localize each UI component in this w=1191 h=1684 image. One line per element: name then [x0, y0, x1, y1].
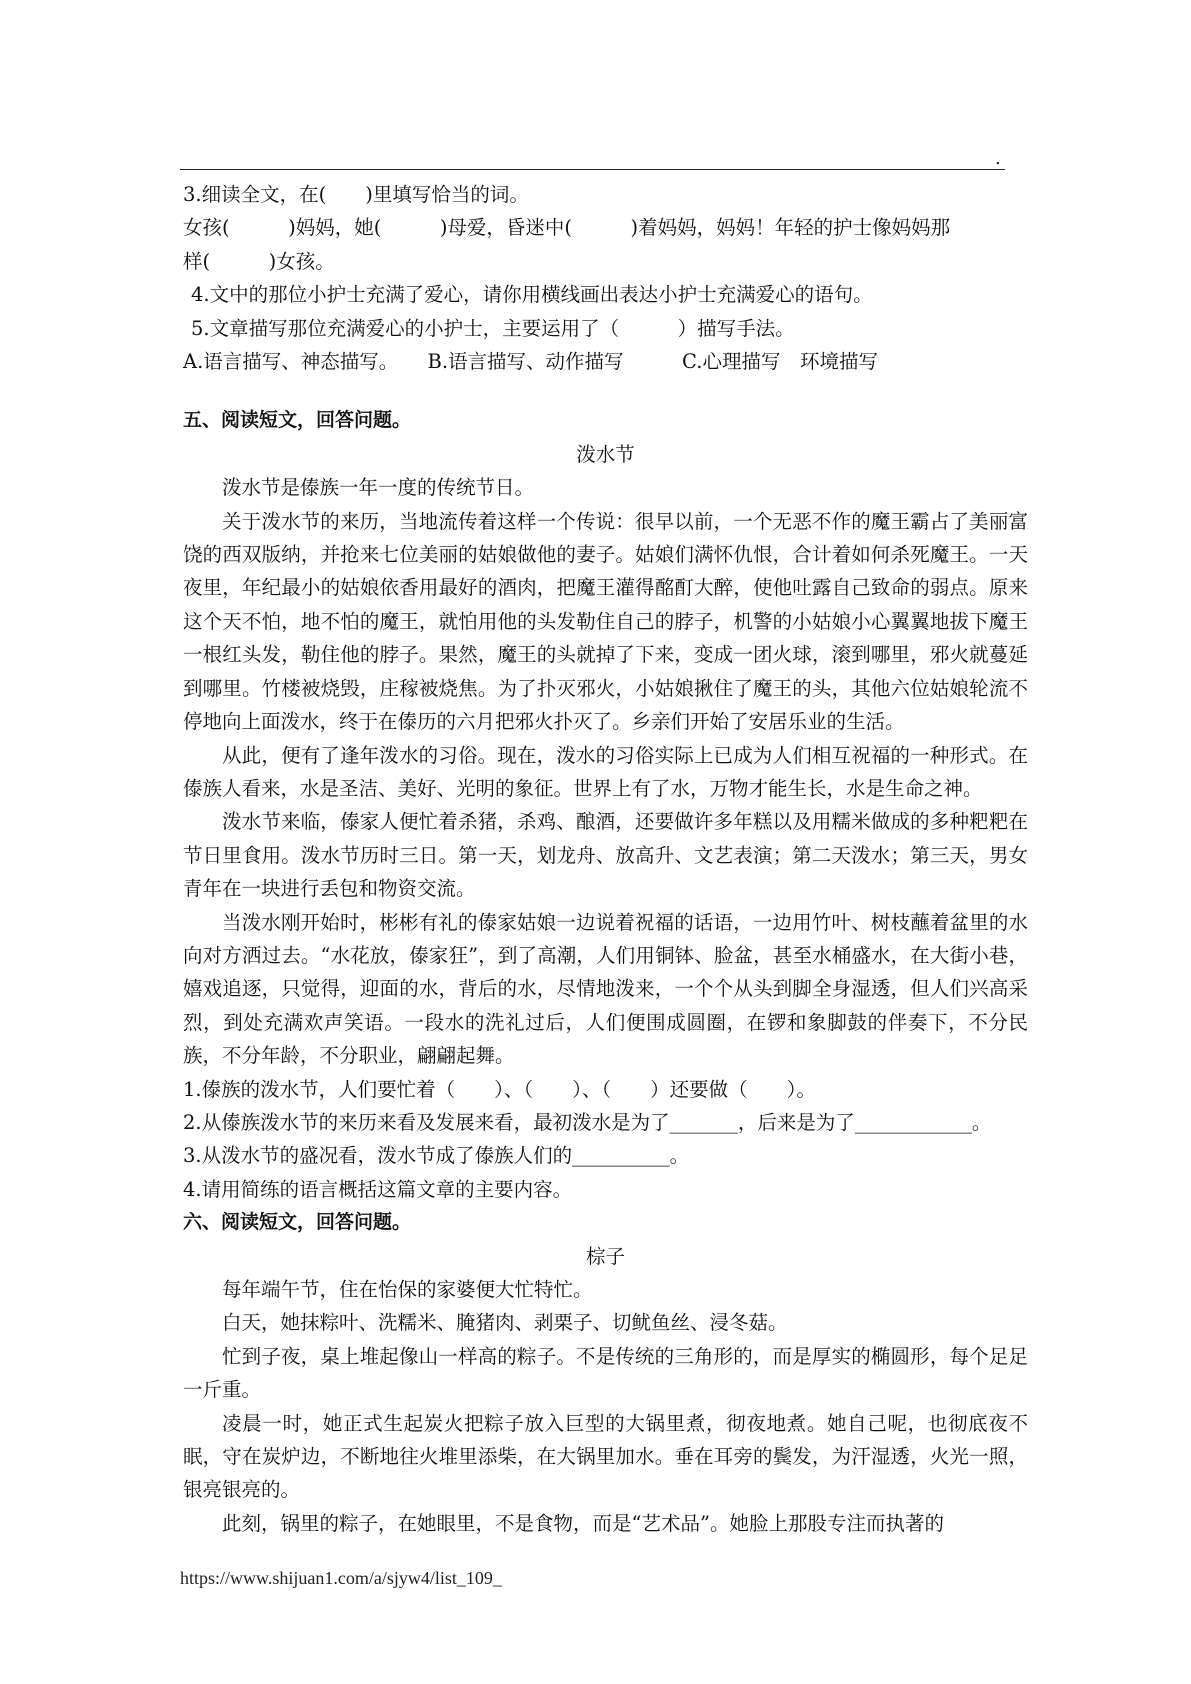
section-5-heading: 五、阅读短文，回答问题。 [183, 409, 412, 432]
section-5-paragraph: 泼水节是傣族一年一度的传统节日。 [222, 476, 535, 500]
article-title-zongzi: 棕子 [585, 1244, 625, 1268]
question-4-3-line-1: 女孩( )妈妈，她( )母爱，昏迷中( )着妈妈，妈妈！年轻的护士像妈妈那 [183, 216, 951, 240]
footer-url: https://www.shijuan1.com/a/sjyw4/list_109_ [180, 1568, 502, 1588]
question-4-5-options: A.语言描写、神态描写。 B.语言描写、动作描写 C.心理描写 环境描写 [183, 350, 878, 374]
question-4-3-line-2: 样( )女孩。 [183, 249, 335, 273]
document-content [183, 178, 1028, 1540]
section-5-question-4: 4.请用简练的语言概括这篇文章的主要内容。 [183, 1177, 573, 1201]
section-5-paragraph: 关于泼水节的来历，当地流传着这样一个传说：很早以前，一个无恶不作的魔王霸占了美丽富饶的西双版纳，并抢来七位美丽的姑娘做他的妻子。姑娘们满怀仇恨，合计着如何杀死魔王。一天夜里，年纪最小的姑娘依香用最好的酒肉，把魔王灌得酩酊大醉，使他吐露自己致命的弱点。原来这个天不怕，地不怕的魔王，就怕用他的头发勒住自己的脖子，机警的小姑娘小心翼翼地拔下魔王一根红头发，勒住他的脖子。果然，魔王的头就掉了下来，变成一团火球，滚到哪里，邪火就蔓延到哪里。竹楼被烧毁，庄稼被烧焦。为了扑灭邪火，小姑娘揪住了魔王的头，其他六位姑娘轮流不停地向上面泼水，终于在傣历的六月把邪火扑灭了。乡亲们开始了安居乐业的生活。 [183, 509, 1028, 734]
header-rule [180, 169, 1005, 170]
section-6-paragraph: 忙到子夜，桌上堆起像山一样高的粽子。不是传统的三角形的，而是厚实的椭圆形，每个足足一斤重。 [183, 1344, 1028, 1402]
section-spacer [183, 378, 1028, 404]
section-6-paragraph: 白天，她抹粽叶、洗糯米、腌猪肉、剥栗子、切鱿鱼丝、浸冬菇。 [222, 1311, 788, 1335]
section-5-question-1: 1.傣族的泼水节，人们要忙着（ ）、（ ）、（ ）还要做（ ）。 [183, 1077, 816, 1101]
section-6-heading: 六、阅读短文，回答问题。 [183, 1211, 412, 1234]
question-4-3: 3.细读全文，在( )里填写恰当的词。 [183, 183, 529, 206]
question-4-4: 4.文中的那位小护士充满了爱心，请你用横线画出表达小护士充满爱心的语句。 [191, 283, 873, 307]
section-5-paragraph: 从此，便有了逢年泼水的习俗。现在，泼水的习俗实际上已成为人们相互祝福的一种形式。在傣族人看来，水是圣洁、美好、光明的象征。世界上有了水，万物才能生长，水是生命之神。 [183, 743, 1028, 800]
header-dot: . [995, 148, 1001, 169]
section-5-paragraph: 泼水节来临，傣家人便忙着杀猪，杀鸡、酿酒，还要做许多年糕以及用糯米做成的多种粑粑在节日里食用。泼水节历时三日。第一天，划龙舟、放高升、文艺表演；第二天泼水；第三天，男女青年在一块进行丢包和物资交流。 [183, 810, 1028, 901]
section-6-paragraph: 每年端午节，住在怡保的家婆便大忙特忙。 [222, 1278, 593, 1301]
section-5-paragraph: 当泼水刚开始时，彬彬有礼的傣家姑娘一边说着祝福的话语，一边用竹叶、树枝蘸着盆里的水向对方洒过去。“水花放，傣家狂”，到了高潮，人们用铜钵、脸盆，甚至水桶盛水，在大街小巷，嬉戏追逐，只觉得，迎面的水，背后的水，尽情地泼来，一个个从头到脚全身湿透，但人们兴高采烈，到处充满欢声笑语。一段水的洗礼过后，人们便围成圆圈，在锣和象脚鼓的伴奏下，不分民族，不分年龄，不分职业，翩翩起舞。 [183, 910, 1028, 1068]
section-6-paragraph: 凌晨一时，她正式生起炭火把粽子放入巨型的大锅里煮，彻夜地煮。她自己呢，也彻底夜不眠，守在炭炉边，不断地往火堆里添柴，在大锅里加水。垂在耳旁的鬓发，为汗湿透，火光一照，银亮银亮的。 [183, 1411, 1028, 1502]
article-title-pushuijie: 泼水节 [576, 442, 635, 466]
section-6-paragraph: 此刻，锅里的粽子，在她眼里，不是食物，而是“艺术品”。她脸上那股专注而执著的 [222, 1511, 944, 1535]
question-4-5: 5.文章描写那位充满爱心的小护士，主要运用了（ ）描写手法。 [191, 316, 795, 340]
section-5-question-2: 2.从傣族泼水节的来历来看及发展来看，最初泼水是为了_______，后来是为了____________。 [183, 1110, 992, 1134]
section-5-question-3: 3.从泼水节的盛况看，泼水节成了傣族人们的__________。 [183, 1144, 690, 1168]
